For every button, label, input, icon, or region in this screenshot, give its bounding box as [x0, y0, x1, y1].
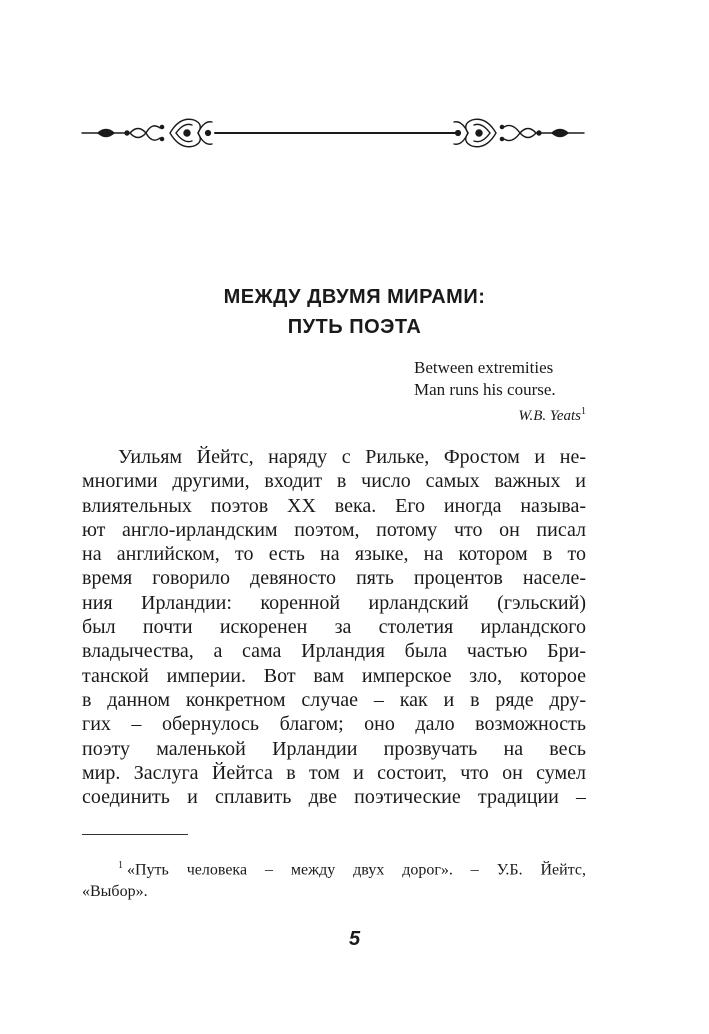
decorative-header-ornament: [80, 108, 586, 158]
epigraph-author: [380, 401, 586, 427]
epigraph-line-1: Between extremities: [414, 358, 554, 377]
epigraph-author-name: W.B. Yeats: [518, 408, 581, 424]
chapter-title-line-2: ПУТЬ ПОЭТА: [287, 316, 422, 338]
body-line: в данном конкретном случае – как и в ряде дру-: [82, 688, 586, 711]
body-line: мир. Заслуга Йейтса в том и состоит, что он сумел: [82, 761, 586, 784]
footnote-text-1: «Путь человека – между двух дорог». – У.Б. Йейтс,: [127, 861, 586, 879]
footnote-separator: [82, 834, 188, 835]
body-line: владычества, а сама Ирландия была частью Бри-: [82, 640, 586, 663]
body-line: Уильям Йейтс, наряду с Рильке, Фростом и не-: [118, 446, 586, 468]
footnote-number: 1: [118, 860, 123, 871]
body-line: влиятельных поэтов XX века. Его иногда называ-: [82, 494, 586, 517]
footnote: [82, 855, 586, 903]
body-line: на английском, то есть на языке, на котором в то: [82, 543, 586, 566]
footnote-reference: 1: [581, 406, 586, 417]
chapter-title-line-1: МЕЖДУ ДВУМЯ МИРАМИ:: [223, 286, 486, 308]
page-number: 5: [348, 928, 361, 950]
body-paragraph: [82, 445, 586, 809]
footnote-line-2: «Выбор».: [82, 883, 148, 901]
body-line: был почти искоренен за столетия ирландского: [82, 616, 586, 639]
body-line: танской империи. Вот вам имперское зло, которое: [82, 664, 586, 687]
body-line: ния Ирландии: коренной ирландский (гэльский): [82, 591, 586, 614]
epigraph: [380, 357, 586, 427]
body-line: гих – обернулось благом; оно дало возможность: [82, 713, 586, 736]
body-line: многими другими, входит в число самых важных и: [82, 470, 586, 493]
epigraph-line-2: Man runs his course.: [414, 380, 556, 399]
chapter-title: [0, 282, 709, 342]
body-line: ют англо-ирландским поэтом, потому что он писал: [82, 518, 586, 541]
body-line: время говорило девяносто пять процентов населе-: [82, 567, 586, 590]
body-line: поэту маленькой Ирландии прозвучать на весь: [82, 737, 586, 760]
footnote-line-1: [82, 855, 586, 881]
body-line: соединить и сплавить две поэтические традиции –: [82, 786, 586, 809]
